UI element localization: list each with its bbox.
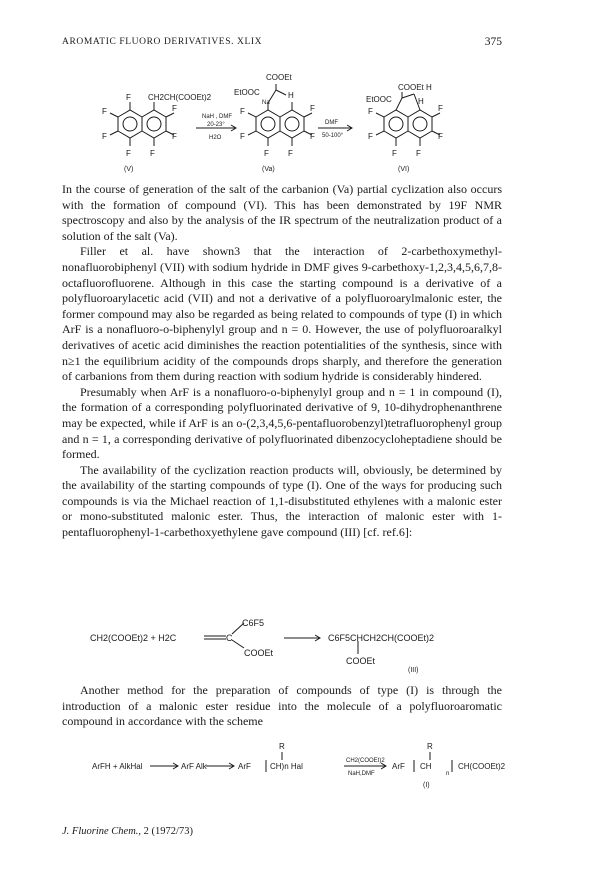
label-h: H xyxy=(288,91,294,100)
reagents-bottom: H2O xyxy=(209,135,222,141)
label-f: F xyxy=(172,132,177,141)
compound-label-va: (Va) xyxy=(262,166,275,173)
compound-label-iii: (III) xyxy=(408,667,419,674)
label-na: Na xyxy=(262,100,270,106)
label-f: F xyxy=(416,149,421,158)
label-f: F xyxy=(368,107,373,116)
label-f: F xyxy=(264,149,269,158)
paragraph-5-text: Another method for the preparation of compounds of type (I) is through the introduction of a malonic ester residue into the molecule of a polyfluoroaromatic compound in accordance with the scheme xyxy=(62,683,502,729)
product-ch: CH xyxy=(420,762,432,771)
label-cooet-h: COOEt H xyxy=(398,83,432,92)
label-f: F xyxy=(126,149,131,158)
label-f: F xyxy=(310,132,315,141)
label-f: F xyxy=(102,107,107,116)
label-c6f5: C6F5 xyxy=(242,618,265,628)
label-f: F xyxy=(172,104,177,113)
reagents-top: NaH , DMF xyxy=(202,114,232,120)
label-f: F xyxy=(392,149,397,158)
label-etooc: EtOOC xyxy=(366,95,392,104)
label-n: n xyxy=(446,771,450,777)
label-f: F xyxy=(102,132,107,141)
page-number: 375 xyxy=(484,36,502,48)
label-f: F xyxy=(240,107,245,116)
product-arf: ArF xyxy=(392,762,405,771)
label-f: F xyxy=(240,132,245,141)
aromatic-circle-v-right xyxy=(147,117,161,131)
reagents-nah-dmf: NaH,DMF xyxy=(348,771,375,777)
scheme3-step1: ArFH + AlkHal xyxy=(92,762,143,771)
reagent-dmf-temp: 50-100° xyxy=(322,133,344,139)
label-f: F xyxy=(150,149,155,158)
label-cooet: COOEt xyxy=(244,648,274,658)
ring-va-right xyxy=(280,110,304,138)
ring-vi-right xyxy=(408,110,432,138)
reactant-malonic-ester: CH2(COOEt)2 + H2C xyxy=(90,633,177,643)
aromatic-circle-v-left xyxy=(123,117,137,131)
paragraph-5 xyxy=(62,683,502,730)
label-f: F xyxy=(288,149,293,158)
label-r: R xyxy=(427,742,433,751)
label-h: H xyxy=(418,97,424,106)
paragraph-4: The availability of the cyclization reaction products will, obviously, be determined by the availability of the starting compounds of type (I). One of the ways for producing such compounds is via the Michael reaction of 1,1-disubstituted ethylenes with a malonic ester or mono-substituted malonic ester. Thus, the interaction of malonic ester with 1-pentafluorophenyl-1-carbethoxyethylene gave compound (III) [cf. ref.6]: xyxy=(62,462,502,540)
paragraph-1: In the course of generation of the salt of the carbanion (Va) partial cyclization also occurs with the formation of compound (VI). This has been demonstrated by 19F NMR spectroscopy and also by the analysis of the IR spectrum of the neutralization product of a solution of the salt (Va). xyxy=(62,182,502,243)
journal-name: J. Fluorine Chem., xyxy=(62,826,142,837)
scheme-1-structures xyxy=(0,0,593,180)
product-cooet: COOEt xyxy=(346,656,376,666)
paragraph-3: Presumably when ArF is a nonafluoro-o-biphenylyl group and n = 1 in compound (I), the formation of a corresponding polyfluorinated derivative of 9, 10-dihydrophenanthrene may be expected, while if ArF is an o-(2,3,4,5,6-pentafluorobenzyl)tetrafluorophenyl group and n = 1, a corresponding derivative of polyfluorinated dibenzocycloheptadiene should be formed. xyxy=(62,384,502,462)
body-text xyxy=(62,182,502,541)
reagent-dmf: DMF xyxy=(325,120,338,126)
product-malonate: CH(COOEt)2 xyxy=(458,762,506,771)
label-f: F xyxy=(126,93,131,102)
ring-va-left xyxy=(256,110,280,138)
label-f: F xyxy=(310,104,315,113)
label-r: R xyxy=(279,742,285,751)
scheme3-ch-n-hal: CH)n Hal xyxy=(270,762,303,771)
label-f: F xyxy=(368,132,373,141)
label-cooet: COOEt xyxy=(266,73,292,82)
paragraph-2: Filler et al. have shown3 that the interaction of 2-carbethoxymethyl-nonafluorobiphenyl (VII) with sodium hydride in DMF gives 9-carbethoxy-1,2,3,4,5,6,7,8-octafluorofluorene. Although in this case the starting compound is a derivative of a polyfluoroarylacetic acid (VII) and not a derivative of a polyfluoroarylmalonic ester, the former compound may also be regarded as being related to compounds of type (I) in which ArF is a nonafluoro-o-biphenylyl group and n = 0. However, the use of polyfluoroaralkyl derivatives of acetic acid diminishes the reaction potentialities of the synthesis, since with n≥1 the equilibrium acidity of the compounds drops sharply, and therefore the generation of carbanions from them during reaction with sodium hydride is considerably hindered. xyxy=(62,244,502,384)
scheme3-step2: ArF Alk xyxy=(181,762,207,771)
product-iii: C6F5CHCH2CH(COOEt)2 xyxy=(328,633,435,643)
ring-vi-left xyxy=(384,110,408,138)
label-ch2-group: CH2CH(COOEt)2 xyxy=(148,93,212,102)
scheme3-step3: ArF xyxy=(238,762,251,771)
running-title: AROMATIC FLUORO DERIVATIVES. XLIX xyxy=(62,37,263,47)
label-etooc: EtOOC xyxy=(234,88,260,97)
ring-v-left xyxy=(118,110,142,138)
ring-v-right xyxy=(142,110,166,138)
reagents-temp: 20-23° xyxy=(207,122,225,128)
label-c: C xyxy=(226,633,233,643)
journal-volume: 2 (1972/73) xyxy=(143,826,193,837)
compound-label-vi: (VI) xyxy=(398,166,410,173)
label-f: F xyxy=(438,132,443,141)
compound-label-i: (I) xyxy=(423,782,430,789)
label-f: F xyxy=(438,104,443,113)
compound-label-v: (V) xyxy=(124,166,134,173)
reagents-malonic: CH2(COOEt)2 xyxy=(346,758,385,764)
journal-footer xyxy=(62,826,193,837)
